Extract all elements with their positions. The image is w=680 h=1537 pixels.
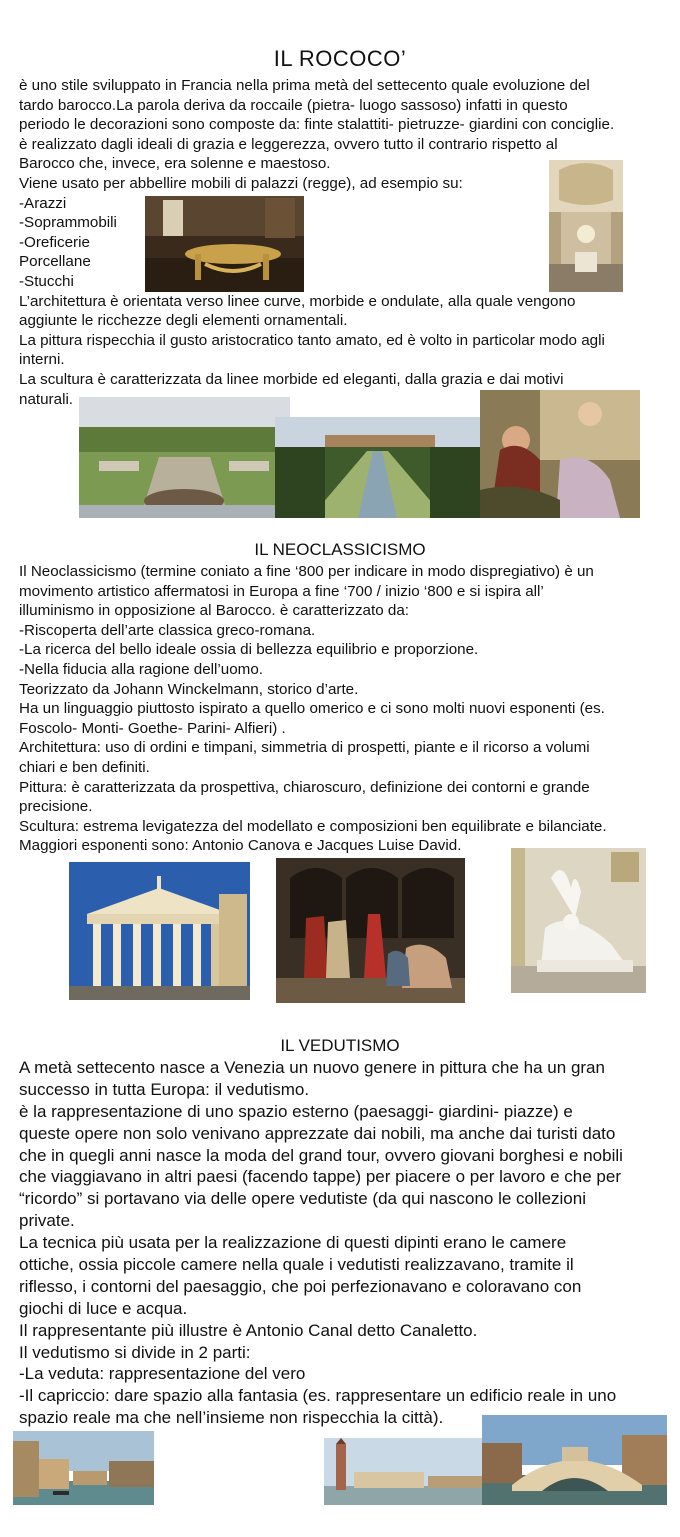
rococo-title: IL ROCOCO’ <box>273 46 407 71</box>
text-line: Maggiori esponenti sono: Antonio Canova e Jacques Luise David. <box>19 837 462 855</box>
text-line: riflesso, i contorni del paesaggio, che poi perfezionavano e coloravano con <box>19 1276 582 1296</box>
list-item: -La veduta: rappresentazione del vero <box>19 1364 306 1384</box>
text-line: Il Neoclassicismo (termine coniato a fine ‘800 per indicare in modo dispregiativo) è un <box>19 563 594 580</box>
rococo-furniture-image <box>145 196 304 292</box>
rococo-hall-image <box>549 160 623 292</box>
canaletto-grand-canal-image <box>13 1431 154 1505</box>
text-line: La scultura è caratterizzata da linee morbide ed eleganti, dalla grazia e dai motivi <box>19 370 564 388</box>
text-line: successo in tutta Europa: il vedutismo. <box>19 1079 310 1099</box>
list-item: -Oreficerie <box>19 233 90 251</box>
text-line: illuminismo in opposizione al Barocco. è caratterizzato da: <box>19 602 410 620</box>
text-line: “ricordo” si portavano via delle opere vedutiste (da qui nascono le collezioni <box>19 1189 586 1209</box>
text-line: La tecnica più usata per la realizzazione di questi dipinti erano le camere <box>19 1233 567 1253</box>
oath-of-horatii-image <box>276 858 465 1003</box>
canaletto-rialto-image <box>482 1415 667 1505</box>
list-item: -Soprammobili <box>19 214 117 232</box>
text-line: movimento artistico affermatosi in Europa a fine ‘700 / inizio ‘800 e si ispira all’ <box>19 582 544 600</box>
list-item: -Nella fiducia alla ragione dell’uomo. <box>19 660 263 678</box>
text-line: tardo barocco.La parola deriva da roccaile (pietra- luogo sassoso) infatti in questo <box>19 96 568 114</box>
rococo-painting-image <box>480 390 640 518</box>
text-line: Viene usato per abbellire mobili di palazzi (regge), ad esempio su: <box>19 174 463 192</box>
canaletto-san-marco-image <box>324 1438 484 1505</box>
list-item: -La ricerca del bello ideale ossia di bellezza equilibrio e proporzione. <box>19 641 479 659</box>
list-item: -Stucchi <box>19 272 74 290</box>
text-line: spazio reale ma che nell’insieme non rispecchia la città). <box>19 1408 444 1428</box>
text-line: Scultura: estrema levigatezza del modellato e composizioni ben equilibrate e bilanciate. <box>19 817 607 835</box>
text-line: aggiunte le ricchezze degli elementi ornamentali. <box>19 312 348 330</box>
text-line: Il rappresentante più illustre è Antonio Canal detto Canaletto. <box>19 1320 478 1340</box>
neoclassical-temple-image <box>69 862 250 1000</box>
text-line: chiari e ben definiti. <box>19 758 150 776</box>
neoclassicismo-text <box>19 562 664 856</box>
list-item: -Arazzi <box>19 194 67 212</box>
list-item: Porcellane <box>19 253 91 271</box>
text-line: Barocco che, invece, era solenne e maestoso. <box>19 155 331 173</box>
text-line: giochi di luce e acqua. <box>19 1298 188 1318</box>
text-line: queste opere non solo venivano apprezzate dai nobili, ma anche dai turisti dato <box>19 1123 616 1143</box>
text-line: è realizzato dagli ideali di grazia e leggerezza, ovvero tutto il contrario rispetto al <box>19 135 558 153</box>
text-line: interni. <box>19 351 65 369</box>
reggia-caserta-image <box>275 417 480 518</box>
text-line: ottiche, ossia piccole camere nella quale i vedutisti realizzavano, tramite il <box>19 1255 574 1275</box>
text-line: Architettura: uso di ordini e timpani, simmetria di prospetti, piante e il ricorso a volumi <box>19 739 590 757</box>
text-line: private. <box>19 1211 75 1231</box>
text-line: che viaggiavano in altri paesi (facendo tappe) per piacere o per lavoro e che per <box>19 1167 621 1187</box>
text-line: è uno stile sviluppato in Francia nella prima metà del settecento quale evoluzione del <box>19 77 590 94</box>
text-line: precisione. <box>19 798 93 816</box>
list-item: -Il capriccio: dare spazio alla fantasia (es. rappresentare un edificio reale in uno <box>19 1386 617 1406</box>
canova-sculpture-image <box>511 848 646 993</box>
text-line: che in quegli anni nasce la moda del grand tour, ovvero giovani borghesi e nobili <box>19 1145 623 1165</box>
text-line: La pittura rispecchia il gusto aristocratico tanto amato, ed è volto in particolar modo agli <box>19 331 605 349</box>
text-line: Ha un linguaggio piuttosto ispirato a quello omerico e ci sono molti nuovi esponenti (es. <box>19 700 605 718</box>
neoclassicismo-title: IL NEOCLASSICISMO <box>254 540 426 559</box>
text-line: naturali. <box>19 390 74 408</box>
text-line: periodo le decorazioni sono composte da: finte stalattiti- pietruzze- giardini con conciglie. <box>19 116 615 134</box>
text-line: Foscolo- Monti- Goethe- Parini- Alfieri) . <box>19 719 286 737</box>
text-line: L’architettura è orientata verso linee curve, morbide e ondulate, alla quale vengono <box>19 292 576 310</box>
rococo-garden-image <box>79 397 290 518</box>
text-line: Il vedutismo si divide in 2 parti: <box>19 1342 251 1362</box>
list-item: -Riscoperta dell’arte classica greco-romana. <box>19 621 316 639</box>
text-line: A metà settecento nasce a Venezia un nuovo genere in pittura che ha un gran <box>19 1058 605 1077</box>
text-line: Teorizzato da Johann Winckelmann, storico d’arte. <box>19 680 359 698</box>
vedutismo-title: IL VEDUTISMO <box>280 1036 400 1055</box>
text-line: è la rappresentazione di uno spazio esterno (paesaggi- giardini- piazze) e <box>19 1101 573 1121</box>
text-line: Pittura: è caratterizzata da prospettiva, chiaroscuro, definizione dei contorni e grande <box>19 778 590 796</box>
vedutismo-text <box>19 1057 664 1429</box>
